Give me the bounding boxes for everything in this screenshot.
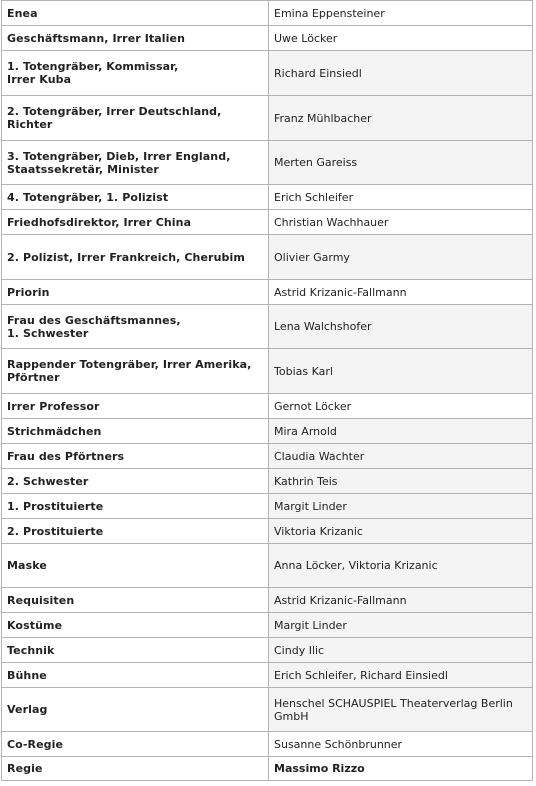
actor-cell: Tobias Karl xyxy=(269,349,533,394)
role-cell: 4. Totengräber, 1. Polizist xyxy=(2,185,269,210)
actor-cell: Astrid Krizanic-Fallmann xyxy=(269,280,533,305)
role-cell: 1. Prostituierte xyxy=(2,494,269,519)
actor-cell: Henschel SCHAUSPIEL Theaterverlag Berlin GmbH xyxy=(269,688,533,732)
role-cell: Friedhofsdirektor, Irrer China xyxy=(2,210,269,235)
role-cell: Maske xyxy=(2,544,269,588)
table-row xyxy=(2,757,533,781)
actor-cell: Erich Schleifer, Richard Einsiedl xyxy=(269,663,533,688)
actor-cell: Margit Linder xyxy=(269,494,533,519)
actor-cell: Emina Eppensteiner xyxy=(269,1,533,26)
actor-cell: Margit Linder xyxy=(269,613,533,638)
role-cell: Regie xyxy=(2,757,269,781)
actor-cell: Lena Walchshofer xyxy=(269,305,533,349)
table-row xyxy=(2,280,533,305)
actor-cell: Christian Wachhauer xyxy=(269,210,533,235)
role-cell: Requisiten xyxy=(2,588,269,613)
role-cell: 2. Polizist, Irrer Frankreich, Cherubim xyxy=(2,235,269,280)
table-row xyxy=(2,732,533,757)
table-row xyxy=(2,210,533,235)
actor-cell: Gernot Löcker xyxy=(269,394,533,419)
actor-cell: Astrid Krizanic-Fallmann xyxy=(269,588,533,613)
role-cell: Strichmädchen xyxy=(2,419,269,444)
actor-cell: Uwe Löcker xyxy=(269,26,533,51)
role-cell: 2. Schwester xyxy=(2,469,269,494)
actor-cell: Erich Schleifer xyxy=(269,185,533,210)
role-cell: Enea xyxy=(2,1,269,26)
role-cell: 2. Prostituierte xyxy=(2,519,269,544)
table-row xyxy=(2,141,533,185)
table-row xyxy=(2,185,533,210)
role-cell: Frau des Pförtners xyxy=(2,444,269,469)
table-row xyxy=(2,544,533,588)
table-row xyxy=(2,494,533,519)
role-cell: 1. Totengräber, Kommissar, Irrer Kuba xyxy=(2,51,269,96)
table-row xyxy=(2,235,533,280)
table-row xyxy=(2,51,533,96)
actor-cell: Anna Löcker, Viktoria Krizanic xyxy=(269,544,533,588)
table-row xyxy=(2,26,533,51)
table-row xyxy=(2,394,533,419)
cast-table-body xyxy=(2,1,533,781)
table-row xyxy=(2,613,533,638)
role-cell: Technik xyxy=(2,638,269,663)
table-row xyxy=(2,638,533,663)
role-cell: Priorin xyxy=(2,280,269,305)
actor-cell: Kathrin Teis xyxy=(269,469,533,494)
table-row xyxy=(2,419,533,444)
actor-cell: Mira Arnold xyxy=(269,419,533,444)
actor-cell: Franz Mühlbacher xyxy=(269,96,533,141)
role-cell: Geschäftsmann, Irrer Italien xyxy=(2,26,269,51)
table-row xyxy=(2,588,533,613)
role-cell: 2. Totengräber, Irrer Deutschland, Richter xyxy=(2,96,269,141)
actor-cell: Susanne Schönbrunner xyxy=(269,732,533,757)
role-cell: 3. Totengräber, Dieb, Irrer England, Staatssekretär, Minister xyxy=(2,141,269,185)
table-row xyxy=(2,688,533,732)
role-cell: Co-Regie xyxy=(2,732,269,757)
role-cell: Verlag xyxy=(2,688,269,732)
table-row xyxy=(2,305,533,349)
table-row xyxy=(2,519,533,544)
table-row xyxy=(2,1,533,26)
actor-cell: Viktoria Krizanic xyxy=(269,519,533,544)
actor-cell: Merten Gareiss xyxy=(269,141,533,185)
role-cell: Frau des Geschäftsmannes, 1. Schwester xyxy=(2,305,269,349)
cast-table xyxy=(1,0,533,781)
table-row xyxy=(2,444,533,469)
role-cell: Bühne xyxy=(2,663,269,688)
table-row xyxy=(2,349,533,394)
table-row xyxy=(2,469,533,494)
role-cell: Kostüme xyxy=(2,613,269,638)
actor-cell: Olivier Garmy xyxy=(269,235,533,280)
actor-cell: Cindy Ilic xyxy=(269,638,533,663)
role-cell: Rappender Totengräber, Irrer Amerika, Pförtner xyxy=(2,349,269,394)
actor-cell: Richard Einsiedl xyxy=(269,51,533,96)
table-row xyxy=(2,663,533,688)
table-row xyxy=(2,96,533,141)
role-cell: Irrer Professor xyxy=(2,394,269,419)
actor-cell: Massimo Rizzo xyxy=(269,757,533,781)
actor-cell: Claudia Wachter xyxy=(269,444,533,469)
